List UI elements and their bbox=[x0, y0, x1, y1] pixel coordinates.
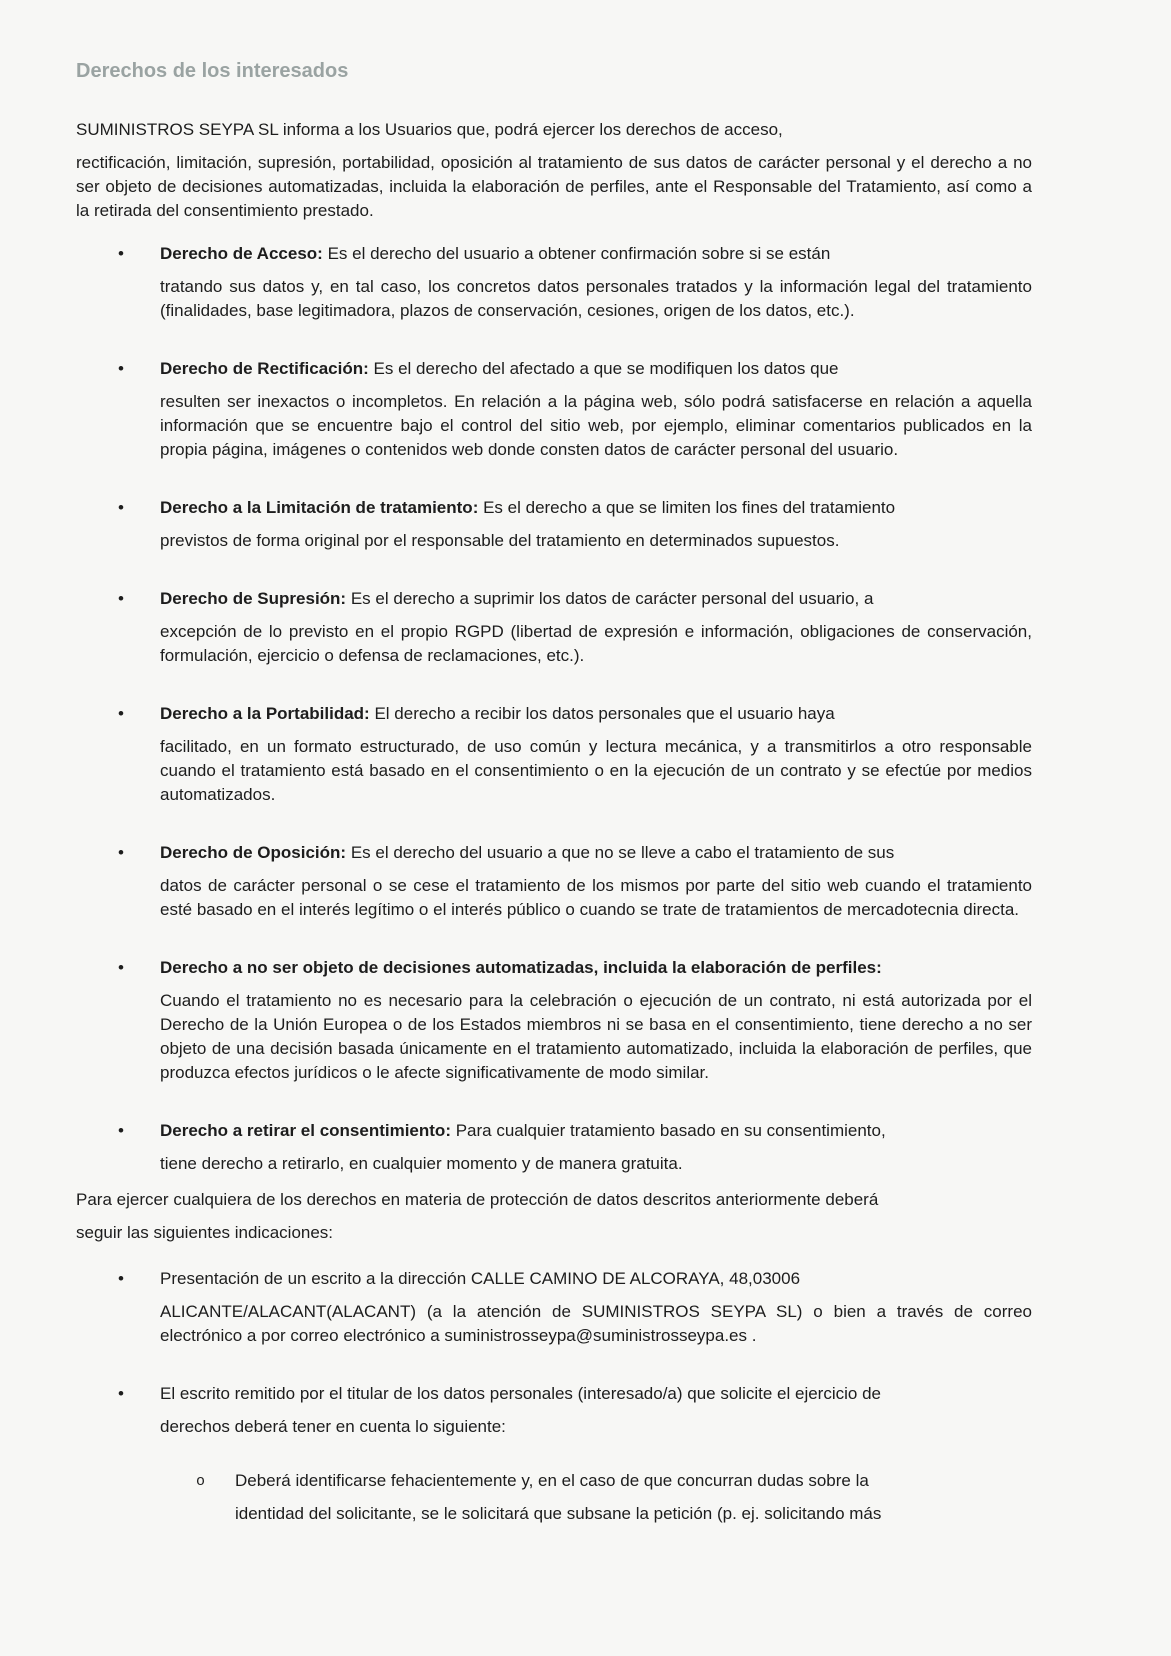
bullet-icon: • bbox=[118, 843, 124, 862]
bullet-icon: • bbox=[118, 1384, 124, 1403]
sub-item-text: identidad del solicitante, se le solicitará que subsane la petición (p. ej. solicitando más bbox=[235, 1504, 882, 1523]
item-text: previstos de forma original por el responsable del tratamiento en determinados supuestos. bbox=[160, 531, 840, 550]
list-item bbox=[76, 956, 1032, 1085]
item-text: excepción de lo previsto en el propio RGPD (libertad de expresión e información, obligaciones de conservación, formulación, ejercicio o defensa de reclamaciones, etc.). bbox=[160, 622, 1032, 665]
item-text: facilitado, en un formato estructurado, de uso común y lectura mecánica, y a transmitirlos a otro responsable cuando el tratamiento está basado en el consentimiento o en la ejecución de un contrato y se efectúe por medios automatizados. bbox=[160, 737, 1032, 804]
item-text: resulten ser inexactos o incompletos. En relación a la página web, sólo podrá satisfacerse en relación a aquella información que se encuentre bajo el control del sitio web, por ejemplo, eliminar comentarios publicados en la propia página, imágenes o contenidos web donde consten datos de carácter personal del usuario. bbox=[160, 392, 1032, 459]
item-lead: Derecho de Acceso: bbox=[160, 244, 323, 263]
bullet-icon: • bbox=[118, 704, 124, 723]
bullet-icon: • bbox=[118, 244, 124, 263]
bullet-icon: • bbox=[118, 498, 124, 517]
bullet-icon: • bbox=[118, 589, 124, 608]
item-line1: Para cualquier tratamiento basado en su consentimiento, bbox=[455, 1121, 886, 1140]
item-line1: Es el derecho del usuario a obtener confirmación sobre si se están bbox=[327, 244, 831, 263]
list-item bbox=[76, 242, 1032, 323]
item-line1: El escrito remitido por el titular de los datos personales (interesado/a) que solicite el ejercicio de bbox=[160, 1384, 881, 1403]
list-item bbox=[76, 702, 1032, 807]
intro-paragraph bbox=[76, 118, 1032, 223]
sub-list-item bbox=[160, 1469, 1032, 1526]
sub-item-line1: Deberá identificarse fehacientemente y, en el caso de que concurran dudas sobre la bbox=[235, 1471, 869, 1490]
exercise-paragraph-line1: Para ejercer cualquiera de los derechos en materia de protección de datos descritos anteriormente deberá bbox=[76, 1190, 879, 1209]
list-item bbox=[76, 357, 1032, 462]
bullet-icon: • bbox=[118, 359, 124, 378]
list-item bbox=[76, 1267, 1032, 1348]
item-text: ALICANTE/ALACANT(ALACANT) (a la atención de SUMINISTROS SEYPA SL) o bien a través de correo electrónico a por correo electrónico a suministrosseypa@suministrosseypa.es . bbox=[160, 1302, 1032, 1345]
bullet-icon: • bbox=[118, 1121, 124, 1140]
list-item bbox=[76, 587, 1032, 668]
intro-paragraph-line1: SUMINISTROS SEYPA SL informa a los Usuarios que, podrá ejercer los derechos de acceso, bbox=[76, 120, 783, 139]
list-item bbox=[76, 1119, 1032, 1176]
item-line1: Presentación de un escrito a la dirección CALLE CAMINO DE ALCORAYA, 48,03006 bbox=[160, 1269, 801, 1288]
item-text: tiene derecho a retirarlo, en cualquier momento y de manera gratuita. bbox=[160, 1154, 683, 1173]
item-lead: Derecho a la Limitación de tratamiento: bbox=[160, 498, 479, 517]
page-title: Derechos de los interesados bbox=[76, 60, 349, 82]
item-text: Cuando el tratamiento no es necesario para la celebración o ejecución de un contrato, ni está autorizada por el Derecho de la Unión Europea o de los Estados miembros ni se basa en el consentimiento, tiene derecho a no ser objeto de una decisión basada únicamente en el tratamiento automatizado, incluida la elaboración de perfiles, que produzca efectos jurídicos o le afecte significativamente de modo similar. bbox=[160, 991, 1032, 1082]
item-lead: Derecho a la Portabilidad: bbox=[160, 704, 370, 723]
item-lead: Derecho de Oposición: bbox=[160, 843, 347, 862]
bullet-icon: • bbox=[118, 958, 124, 977]
list-item bbox=[76, 841, 1032, 922]
rights-list bbox=[76, 242, 1032, 1176]
item-line1: El derecho a recibir los datos personales que el usuario haya bbox=[374, 704, 835, 723]
sub-bullet-icon: o bbox=[196, 1473, 206, 1490]
item-text: datos de carácter personal o se cese el tratamiento de los mismos por parte del sitio web cuando el tratamiento esté basado en el interés legítimo o el interés público o cuando se trate de tratamientos de mercadotecnia directa. bbox=[160, 876, 1032, 919]
bullet-icon: • bbox=[118, 1269, 124, 1288]
item-lead: Derecho de Supresión: bbox=[160, 589, 347, 608]
instructions-list bbox=[76, 1267, 1032, 1526]
list-item bbox=[76, 496, 1032, 553]
sub-instructions-list bbox=[160, 1469, 1032, 1526]
exercise-paragraph-rest: seguir las siguientes indicaciones: bbox=[76, 1223, 334, 1242]
item-text: derechos deberá tener en cuenta lo siguiente: bbox=[160, 1417, 506, 1436]
item-text: tratando sus datos y, en tal caso, los concretos datos personales tratados y la información legal del tratamiento (finalidades, base legitimadora, plazos de conservación, cesiones, origen de los datos, etc.). bbox=[160, 277, 1032, 320]
item-lead: Derecho a retirar el consentimiento: bbox=[160, 1121, 451, 1140]
item-lead: Derecho a no ser objeto de decisiones automatizadas, incluida la elaboración de perfiles: bbox=[160, 958, 882, 977]
list-item bbox=[76, 1382, 1032, 1526]
exercise-paragraph bbox=[76, 1188, 1032, 1245]
item-line1: Es el derecho del afectado a que se modifiquen los datos que bbox=[373, 359, 839, 378]
item-lead: Derecho de Rectificación: bbox=[160, 359, 369, 378]
intro-paragraph-rest: rectificación, limitación, supresión, portabilidad, oposición al tratamiento de sus datos de carácter personal y el derecho a no ser objeto de decisiones automatizadas, incluida la elaboración de perfiles, ante el Responsable del Tratamiento, así como a la retirada del consentimiento prestado. bbox=[76, 153, 1032, 220]
item-line1: Es el derecho a que se limiten los fines del tratamiento bbox=[483, 498, 896, 517]
item-line1: Es el derecho a suprimir los datos de carácter personal del usuario, a bbox=[350, 589, 874, 608]
item-line1: Es el derecho del usuario a que no se lleve a cabo el tratamiento de sus bbox=[350, 843, 895, 862]
